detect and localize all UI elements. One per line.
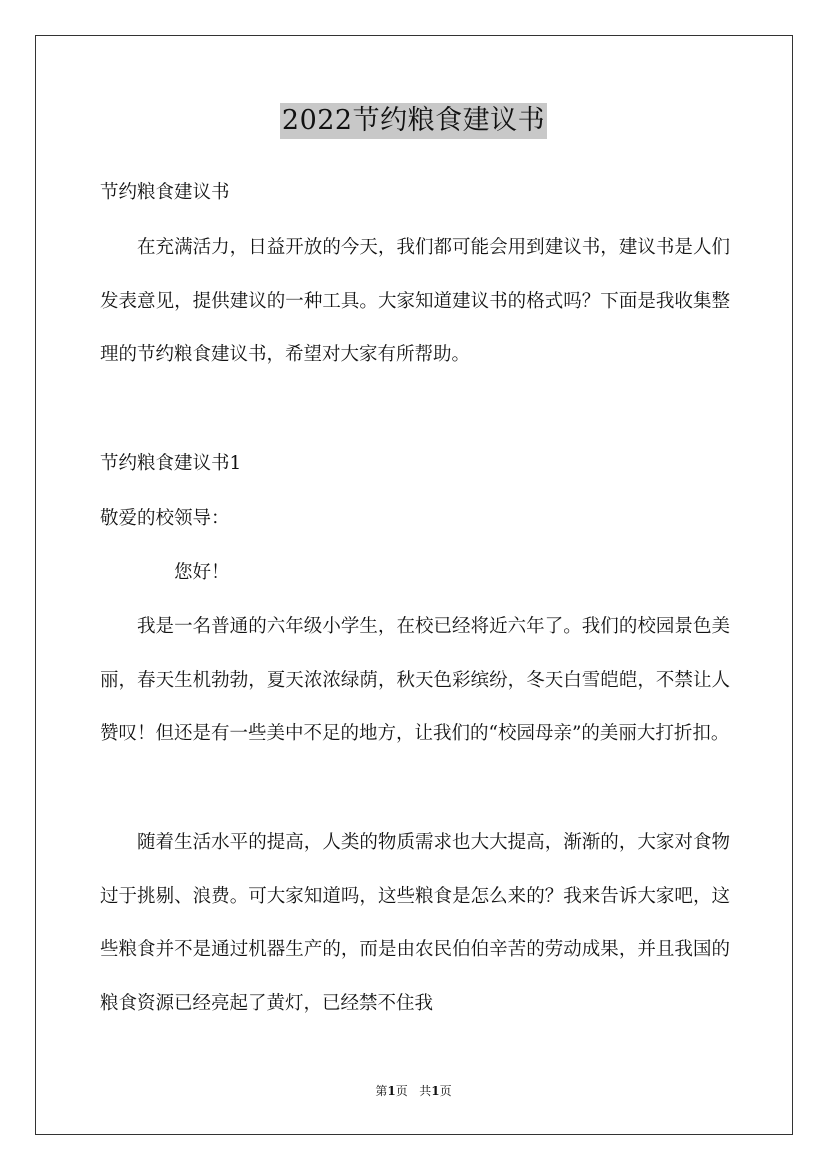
footer-page-prefix: 第 <box>375 1084 388 1098</box>
body-paragraph-2: 随着生活水平的提高，人类的物质需求也大大提高，渐渐的，大家对食物过于挑剔、浪费。可大家知道吗，这些粮食是怎么来的？我来告诉大家吧，这些粮食并不是通过机器生产的，而是由农民伯伯辛苦的劳动成果，并且我国的粮食资源已经亮起了黄灯，已经禁不住我 <box>100 832 730 1014</box>
intro-paragraph: 在充满活力，日益开放的今天，我们都可能会用到建议书，建议书是人们发表意见，提供建议的一种工具。大家知道建议书的格式吗？下面是我收集整理的节约粮食建议书，希望对大家有所帮助。 <box>100 237 730 365</box>
footer-total-prefix: 共 <box>419 1084 432 1098</box>
salutation: 敬爱的校领导： <box>100 508 230 529</box>
greeting <box>100 560 230 586</box>
document-subtitle: 节约粮食建议书 <box>100 182 230 203</box>
page-footer <box>0 1083 827 1099</box>
section-heading: 节约粮食建议书1 <box>100 453 242 474</box>
footer-page-suffix: 页 <box>395 1084 408 1098</box>
footer-total-number: 1 <box>431 1084 440 1098</box>
title-container <box>0 103 827 139</box>
document-title: 2022节约粮食建议书 <box>280 103 547 139</box>
greeting-text: 您好！ <box>174 562 230 583</box>
footer-total-suffix: 页 <box>439 1084 452 1098</box>
body-paragraph-1: 我是一名普通的六年级小学生，在校已经将近六年了。我们的校园景色美丽，春天生机勃勃，夏天浓浓绿荫，秋天色彩缤纷，冬天白雪皑皑，不禁让人赞叹！但还是有一些美中不足的地方，让我们的“校园母亲”的美丽大打折扣。 <box>100 616 730 744</box>
footer-page-number: 1 <box>387 1084 396 1098</box>
